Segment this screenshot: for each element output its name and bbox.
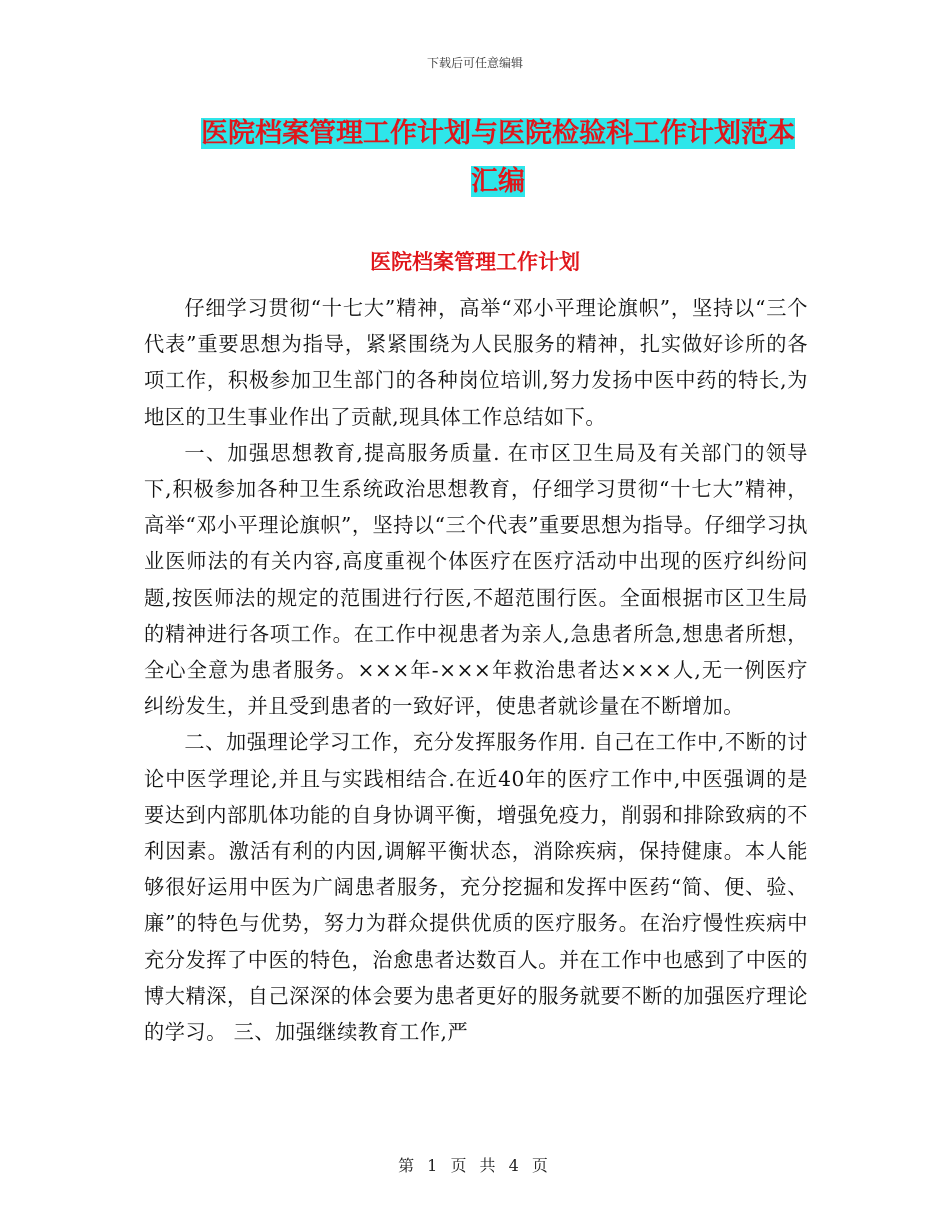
document-title xyxy=(192,110,804,206)
paragraph-intro: 仔细学习贯彻“十七大”精神，高举“邓小平理论旗帜”，坚持以“三个代表”重要思想为指导，紧紧围绕为人民服务的精神，扎实做好诊所的各项工作，积极参加卫生部门的各种岗位培训,努力发扬中医中药的特长,为地区的卫生事业作出了贡献,现具体工作总结如下。 xyxy=(144,296,808,429)
document-title-text: 医院档案管理工作计划与医院检验科工作计划范本汇编 xyxy=(201,118,795,197)
paragraph-section-2: 二、加强理论学习工作，充分发挥服务作用. 自己在工作中,不断的讨论中医学理论,并且与实践相结合.在近40年的医疗工作中,中医强调的是要达到内部肌体功能的自身协调平衡，增强免疫力，削弱和排除致病的不利因素。激活有利的内因,调解平衡状态，消除疾病，保持健康。本人能够很好运用中医为广阔患者服务，充分挖掘和发挥中医药“简、便、验、廉”的特色与优势，努力为群众提供优质的医疗服务。在治疗慢性疾病中充分发挥了中医的特色，治愈患者达数百人。并在工作中也感到了中医的博大精深，自己深深的体会要为患者更好的服务就要不断的加强医疗理论的学习。 三、加强继续教育工作,严 xyxy=(144,730,808,1045)
page-footer: 第 1 页 共 4 页 xyxy=(398,1156,552,1175)
header-note: 下载后可任意编辑 xyxy=(426,56,523,70)
paragraph-section-1: 一、加强思想教育,提高服务质量. 在市区卫生局及有关部门的领导下,积极参加各种卫生系统政治思想教育，仔细学习贯彻“十七大”精神，高举“邓小平理论旗帜”，坚持以“三个代表”重要思想为指导。仔细学习执业医师法的有关内容,高度重视个体医疗在医疗活动中出现的医疗纠纷问题,按医师法的规定的范围进行行医,不超范围行医。全面根据市区卫生局的精神进行各项工作。在工作中视患者为亲人,急患者所急,想患者所想，全心全意为患者服务。×××年-×××年救治患者达×××人,无一例医疗纠纷发生，并且受到患者的一致好评，使患者就诊量在不断增加。 xyxy=(144,440,808,719)
section-title: 医院档案管理工作计划 xyxy=(370,250,580,274)
body-text xyxy=(144,290,808,1050)
